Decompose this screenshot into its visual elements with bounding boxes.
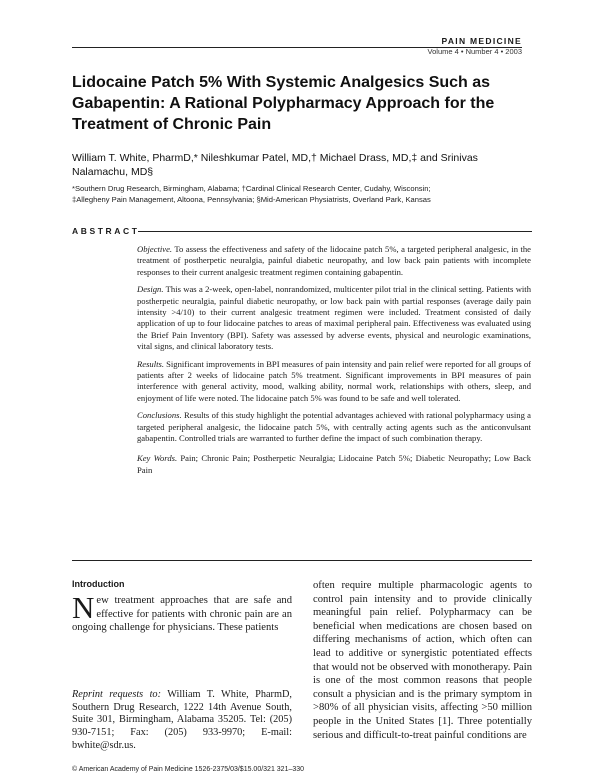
abstract-keywords bbox=[137, 453, 531, 476]
results-label: Results. bbox=[137, 358, 164, 369]
journal-name: PAIN MEDICINE bbox=[441, 36, 522, 46]
introduction-column-2: often require multiple pharmacologic agents to control pain intensity and to provide clinically meaningful pain relief. Polypharmacy can be beneficial when medications are chosen based on differing mechanisms of action, which often can lead to additive or synergistic potentiated effects that would not be observed with monotherapy. Pain is one of the most common reasons that people consult a physician and is the primary symptom in >80% of all physician visits, affecting >50 million people in the United States [1]. Three potentially serious and difficult-to-treat painful conditions are bbox=[313, 580, 532, 741]
affiliation-line: *Southern Drug Research, Birmingham, Alabama; †Cardinal Clinical Research Center, Cudahy, Wisconsin; bbox=[72, 184, 431, 193]
abstract-body bbox=[137, 244, 531, 482]
abstract-design bbox=[137, 284, 531, 352]
keywords-text: Pain; Chronic Pain; Postherpetic Neuralgia; Lidocaine Patch 5%; Diabetic Neuropathy; Low Back Pain bbox=[137, 453, 531, 475]
abstract-results bbox=[137, 359, 531, 404]
journal-header bbox=[428, 36, 522, 56]
design-label: Design. bbox=[137, 284, 164, 295]
drop-cap: N bbox=[72, 590, 95, 625]
abstract-end-rule bbox=[72, 560, 532, 561]
article-title: Lidocaine Patch 5% With Systemic Analgesics Such as Gabapentin: A Rational Polypharmacy Approach for the Treatment of Chronic Pain bbox=[72, 74, 495, 133]
reprint-text: William T. White, PharmD, Southern Drug Research, 1222 14th Avenue South, Suite 301, Birmingham, Alabama 35205. Tel: (205) 930-7151; Fax: (205) 933-9970; E-mail: bwhite@sdr.us. bbox=[72, 689, 292, 751]
header-rule bbox=[72, 47, 522, 48]
introduction-column-1 bbox=[72, 590, 292, 635]
reprint-label: Reprint requests to: bbox=[72, 689, 162, 700]
introduction-heading: Introduction bbox=[72, 579, 125, 589]
objective-text: To assess the effectiveness and safety of the lidocaine patch 5%, a targeted peripheral analgesic, in the treatment of postherpetic neuralgia, painful diabetic neuropathy, and low back pain patients with incomplete responses to their current analgesic treatment regimen containing gabapentin. bbox=[137, 244, 531, 277]
design-text: This was a 2-week, open-label, nonrandomized, multicenter pilot trial in the clinical setting. Patients with postherpetic neuralgia, painful diabetic neuropathy, or low back pain with partial responses (average daily pain intensity >4/10) to their current analgesic treatment regimen were included. Treatment consisted of daily application of up to four lidocaine patches to areas of maximal peripheral pain. Effectiveness was evaluated using the Brief Pain Inventory (BPI). Safety was assessed by adverse events, physical and neurologic examinations, vital signs, and clinical laboratory tests. bbox=[137, 284, 531, 351]
abstract-heading: ABSTRACT bbox=[72, 226, 140, 236]
introduction-text-col1: ew treatment approaches that are safe and effective for patients with chronic pain are an ongoing challenge for physicians. These patients bbox=[72, 595, 292, 634]
author-affiliations bbox=[72, 183, 542, 205]
conclusions-text: Results of this study highlight the potential advantages achieved with rational polypharmacy using a targeted peripheral analgesic, the lidocaine patch 5%, with centrally acting agents such as the anticonvulsant gabapentin. Controlled trials are warranted to further define the impact of such combination therapy. bbox=[137, 410, 531, 443]
journal-issue-info: Volume 4 • Number 4 • 2003 bbox=[427, 47, 522, 56]
author-list: William T. White, PharmD,* Nileshkumar Patel, MD,† Michael Drass, MD,‡ and Srinivas Nalamachu, MD§ bbox=[72, 152, 478, 178]
page-footer: © American Academy of Pain Medicine 1526-2375/03/$15.00/321 321–330 bbox=[72, 766, 305, 773]
abstract-conclusions bbox=[137, 410, 531, 444]
conclusions-label: Conclusions. bbox=[137, 410, 182, 421]
abstract-objective bbox=[137, 244, 531, 278]
reprint-requests bbox=[72, 689, 292, 753]
objective-label: Objective. bbox=[137, 244, 173, 254]
keywords-label: Key Words. bbox=[137, 453, 178, 464]
affiliation-line: ‡Allegheny Pain Management, Altoona, Pennsylvania; §Mid-American Physiatrists, Overland Park, Kansas bbox=[72, 195, 431, 204]
results-text: Significant improvements in BPI measures of pain intensity and pain relief were reported for all groups of patients after 2 weeks of lidocaine patch 5% treatment. Significant improvements in BPI measures of pain interference with general activity, mood, walking ability, normal work, relationships with others, sleep, and enjoyment of life were noted. The lidocaine patch 5% was found to be safe and well tolerated. bbox=[137, 358, 531, 403]
abstract-rule bbox=[138, 231, 532, 232]
